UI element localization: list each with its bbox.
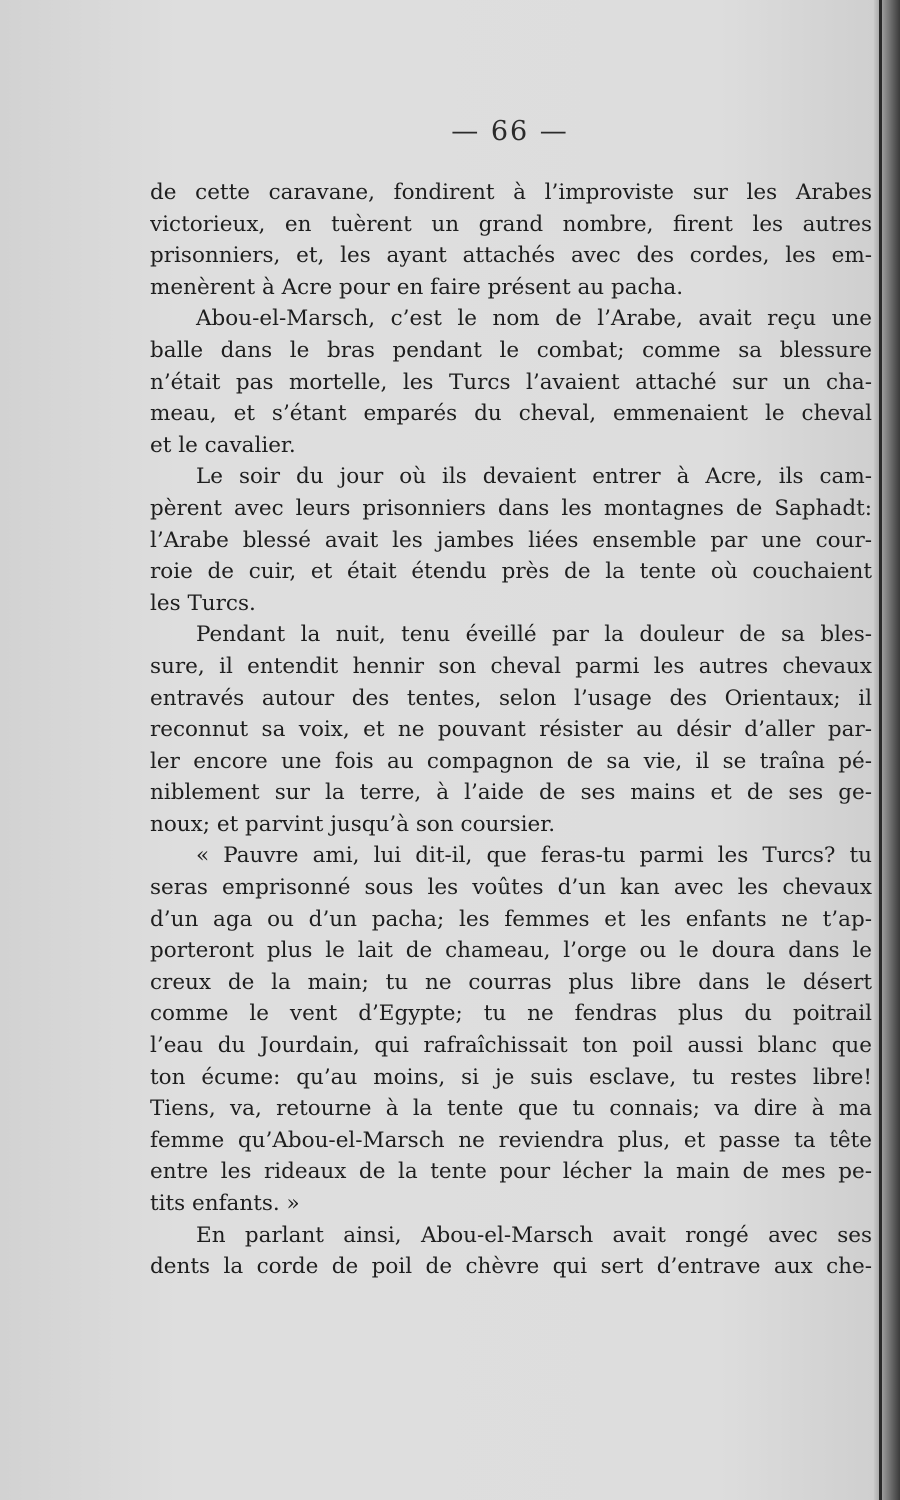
text-line: Abou-el-Marsch, c’est le nom de l’Arabe, avait reçu une [196,306,872,332]
text-line: pèrent avec leurs prisonniers dans les montagnes de Saphadt: [150,495,872,521]
text-line: prisonniers, et, les ayant attachés avec des cordes, les em- [150,243,872,269]
text-line: ler encore une fois au compagnon de sa vie, il se traîna pé- [150,748,872,774]
text-line: roie de cuir, et était étendu près de la tente où couchaient [150,559,872,585]
text-line: Pendant la nuit, tenu éveillé par la douleur de sa bles- [196,622,872,648]
text-line: Tiens, va, retourne à la tente que tu connais; va dire à ma [150,1096,872,1122]
text-line: entre les rideaux de la tente pour lécher la main de mes pe- [150,1159,872,1185]
text-line: n’était pas mortelle, les Turcs l’avaient attaché sur un cha- [150,369,872,395]
paragraph-6 [150,1220,872,1283]
paragraph-4 [150,619,872,840]
book-spine-shadow [874,0,900,1500]
page-edge-line [879,0,882,1500]
text-line: l’Arabe blessé avait les jambes liées ensemble par une cour- [150,527,872,553]
text-line: Le soir du jour où ils devaient entrer à Acre, ils cam- [196,464,872,490]
text-line: meau, et s’étant emparés du cheval, emmenaient le cheval [150,401,872,427]
text-line: d’un aga ou d’un pacha; les femmes et les enfants ne t’ap- [150,906,872,932]
text-line: En parlant ainsi, Abou-el-Marsch avait rongé avec ses [196,1222,872,1248]
paragraph-2 [150,303,872,461]
text-line: l’eau du Jourdain, qui rafraîchissait ton poil aussi blanc que [150,1033,872,1059]
paragraph-5 [150,840,872,1219]
text-line: et le cavalier. [150,432,296,458]
paragraph-3 [150,461,872,619]
text-line: noux; et parvint jusqu’à son coursier. [150,811,556,837]
text-line: tits enfants. » [150,1191,300,1216]
text-line: de cette caravane, fondirent à l’improviste sur les Arabes [150,180,872,205]
body-text [150,177,872,1283]
text-line: entravés autour des tentes, selon l’usage des Orientaux; il [150,685,872,711]
text-line: reconnut sa voix, et ne pouvant résister au désir d’aller par- [150,717,872,743]
text-line: niblement sur la terre, à l’aide de ses mains et de ses ge- [150,780,872,806]
text-line: comme le vent d’Egypte; tu ne fendras plus du poitrail [150,1001,872,1027]
text-line: femme qu’Abou-el-Marsch ne reviendra plus, et passe ta tête [150,1127,872,1153]
text-line: ton écume: qu’au moins, si je suis esclave, tu restes libre! [150,1064,872,1090]
paragraph-1 [150,177,872,303]
text-line: dents la corde de poil de chèvre qui sert d’entrave aux che- [150,1254,872,1280]
text-line: victorieux, en tuèrent un grand nombre, firent les autres [150,211,872,237]
text-line: seras emprisonné sous les voûtes d’un kan avec les chevaux [150,875,872,901]
text-line: sure, il entendit hennir son cheval parmi les autres chevaux [150,653,872,679]
text-line: menèrent à Acre pour en faire présent au pacha. [150,274,684,300]
text-line: creux de la main; tu ne courras plus libre dans le désert [150,969,872,995]
text-line: balle dans le bras pendant le combat; comme sa blessure [150,337,872,363]
text-line: « Pauvre ami, lui dit-il, que feras-tu parmi les Turcs? tu [196,843,872,869]
page-number: — 66 — [451,116,569,147]
text-line: porteront plus le lait de chameau, l’orge ou le doura dans le [150,938,872,964]
text-line: les Turcs. [150,590,256,616]
